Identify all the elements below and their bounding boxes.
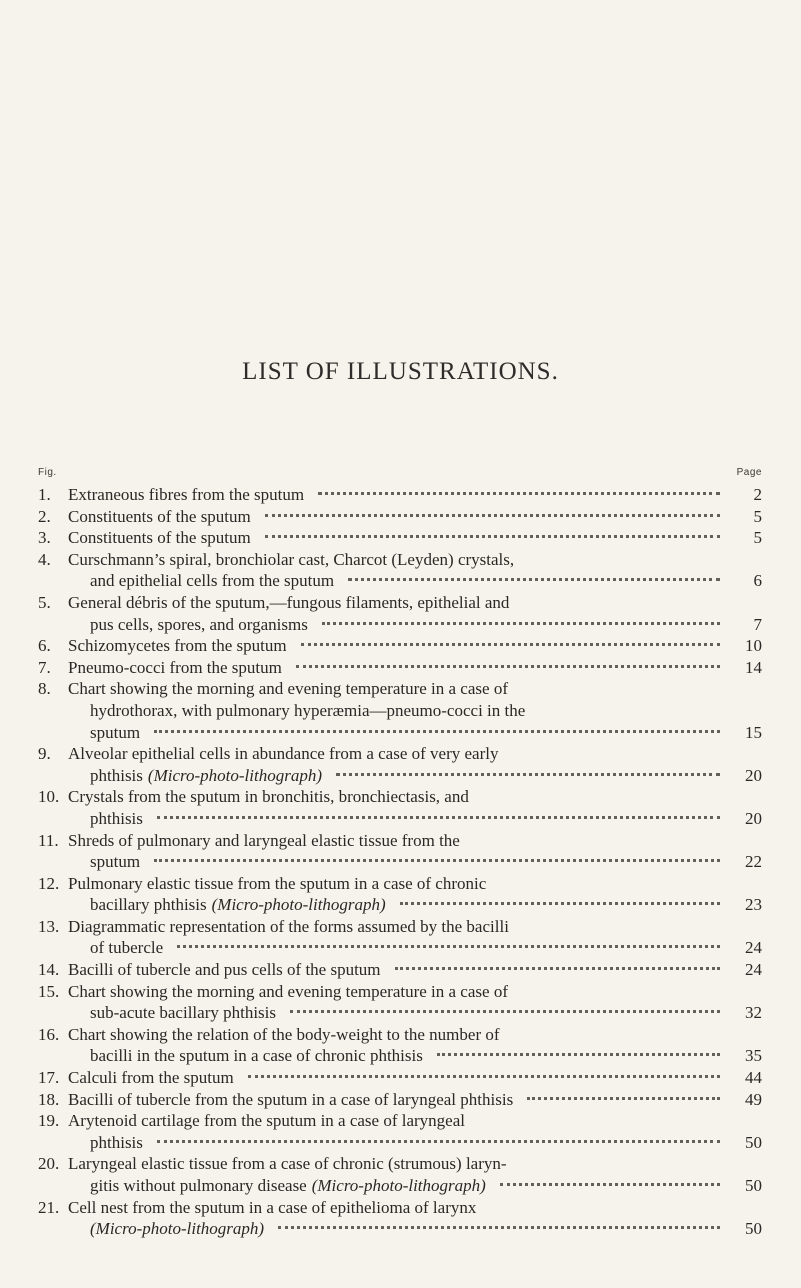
figure-number: 10.: [38, 787, 60, 807]
figure-number: 20.: [38, 1154, 60, 1174]
leader-dots: [336, 773, 720, 776]
entry-line-text: phthisis: [90, 1132, 143, 1152]
entry-italic-note: (Micro-photo-lithograph): [147, 765, 322, 785]
entry-line: [68, 1218, 762, 1240]
entry-line-text: bacilli in the sputum in a case of chronic phthisis: [90, 1046, 423, 1066]
entry-line-text: Extraneous fibres from the sputum: [68, 485, 305, 504]
entry-line: [68, 959, 762, 981]
entry-line-text: and epithelial cells from the sputum: [90, 571, 335, 591]
page-number: 6: [753, 571, 762, 591]
leader-dots: [248, 1075, 720, 1078]
entry-line: [68, 765, 762, 787]
list-item: [38, 592, 762, 635]
figure-number: 12.: [38, 873, 60, 893]
figure-number: 11.: [38, 830, 59, 850]
entry-line: [68, 808, 762, 830]
figure-number: 7.: [38, 657, 51, 677]
entry-line: [68, 1067, 762, 1089]
entry-line: [68, 894, 762, 916]
entry-line-text: Chart showing the relation of the body-weight to the number of: [68, 1024, 500, 1044]
list-item: [38, 1024, 762, 1067]
entry-line-text: pus cells, spores, and organisms: [90, 614, 308, 634]
entry-text: [68, 786, 762, 829]
figure-number: 18.: [38, 1089, 60, 1109]
entry-text: [68, 635, 762, 657]
entry-line: [68, 873, 762, 895]
page-number: 14: [745, 657, 762, 677]
figure-number: 19.: [38, 1111, 60, 1131]
leader-dots: [322, 622, 720, 625]
leader-dots: [157, 816, 720, 819]
leader-dots: [290, 1010, 720, 1013]
entry-line: [68, 1132, 762, 1154]
list-item: [38, 981, 762, 1024]
entry-line-text: Calculi from the sputum: [68, 1068, 234, 1088]
page-number: 22: [745, 852, 762, 872]
leader-dots: [318, 492, 720, 495]
entry-line-text: Pulmonary elastic tissue from the sputum in a case of chronic: [68, 873, 487, 893]
figure-number: 2.: [38, 506, 51, 526]
page-number: 20: [745, 808, 762, 828]
entry-text: [68, 1024, 762, 1067]
entry-line: [68, 1089, 762, 1111]
entry-line-text: Chart showing the morning and evening temperature in a case of: [68, 981, 508, 1001]
entry-line-text: gitis without pulmonary disease: [90, 1176, 307, 1195]
entry-text: [68, 873, 762, 916]
entry-line: [68, 1045, 762, 1067]
page-number: 35: [745, 1046, 762, 1066]
entry-text: [68, 981, 762, 1024]
entry-line: [68, 981, 762, 1003]
leader-dots: [278, 1226, 720, 1229]
page-number: 50: [745, 1219, 762, 1239]
leader-dots: [348, 578, 720, 581]
entry-text: [68, 678, 762, 743]
list-item: [38, 678, 762, 743]
entry-line-text: of tubercle: [90, 938, 164, 958]
entry-line: [68, 743, 762, 765]
entry-line: [68, 916, 762, 938]
entry-line: [68, 1197, 762, 1219]
leader-dots: [437, 1053, 720, 1056]
figure-number: 13.: [38, 916, 60, 936]
entry-line-text: Constituents of the sputum: [68, 528, 251, 548]
page-number: 49: [745, 1089, 762, 1109]
entry-line-text: hydrothorax, with pulmonary hyperæmia—pneumo-cocci in the: [90, 700, 526, 720]
leader-dots: [400, 902, 720, 905]
entry-line: [68, 937, 762, 959]
entry-line-text: phthisis: [90, 808, 143, 828]
entry-line-text: sputum: [90, 722, 141, 742]
entry-text: [68, 830, 762, 873]
list-item: [38, 1110, 762, 1153]
page-number: 32: [745, 1003, 762, 1023]
entry-line-text: Shreds of pulmonary and laryngeal elastic tissue from the: [68, 830, 460, 850]
page-number: 24: [745, 938, 762, 958]
page-number: 5: [753, 528, 762, 548]
entry-text: [68, 484, 762, 506]
entry-line: [68, 527, 762, 549]
entry-text: [68, 657, 762, 679]
entry-italic-note: (Micro-photo-lithograph): [211, 895, 386, 915]
entry-line: [68, 1110, 762, 1132]
list-item: [38, 506, 762, 528]
leader-dots: [395, 967, 720, 970]
entry-text: [68, 1197, 762, 1240]
fig-column-header: Fig.: [38, 467, 57, 478]
figure-number: 14.: [38, 960, 60, 980]
figure-number: 8.: [38, 679, 51, 699]
figure-number: 5.: [38, 592, 51, 612]
page-number: 44: [745, 1068, 762, 1088]
entry-line: [68, 657, 762, 679]
page-number: 24: [745, 960, 762, 980]
leader-dots: [500, 1183, 720, 1186]
list-item: [38, 484, 762, 506]
entry-line-text: Diagrammatic representation of the forms assumed by the bacilli: [68, 916, 509, 936]
leader-dots: [296, 665, 720, 668]
entry-line-text: Pneumo-cocci from the sputum: [68, 657, 282, 677]
entry-text: [68, 1067, 762, 1089]
entry-text: [68, 1110, 762, 1153]
figure-number: 3.: [38, 528, 51, 548]
entry-line: [68, 1024, 762, 1046]
entry-italic-note: (Micro-photo-lithograph): [90, 1219, 265, 1239]
list-item: [38, 1153, 762, 1196]
leader-dots: [177, 945, 720, 948]
list-item: [38, 527, 762, 549]
leader-dots: [301, 643, 720, 646]
list-item: [38, 1089, 762, 1111]
page-title: LIST OF ILLUSTRATIONS.: [242, 358, 559, 385]
figure-number: 16.: [38, 1024, 60, 1044]
entry-line: [68, 570, 762, 592]
entry-line: [68, 549, 762, 571]
leader-dots: [154, 730, 720, 733]
entry-line: [68, 786, 762, 808]
entry-line-text: Laryngeal elastic tissue from a case of chronic (strumous) laryn-: [68, 1154, 507, 1174]
entry-line-text: Cell nest from the sputum in a case of epithelioma of larynx: [68, 1197, 477, 1217]
entry-line-text: Schizomycetes from the sputum: [68, 636, 287, 656]
entry-line: [68, 678, 762, 700]
leader-dots: [154, 859, 720, 862]
page-number: 50: [745, 1176, 762, 1195]
figure-number: 6.: [38, 636, 51, 656]
entry-line-text: bacillary phthisis: [90, 895, 207, 915]
page-number: 23: [745, 895, 762, 915]
entry-line-text: Bacilli of tubercle and pus cells of the sputum: [68, 960, 381, 980]
entry-line-text: Constituents of the sputum: [68, 506, 251, 526]
entry-text: [68, 506, 762, 528]
leader-dots: [157, 1140, 720, 1143]
entry-text: [68, 527, 762, 549]
entry-text: [68, 743, 762, 786]
figure-number: 1.: [38, 485, 51, 504]
figure-number: 15.: [38, 981, 60, 1001]
figure-number: 9.: [38, 744, 51, 764]
leader-dots: [265, 514, 720, 517]
page-number: 7: [753, 614, 762, 634]
page-number: 50: [745, 1132, 762, 1152]
entry-line: [68, 1153, 762, 1175]
list-item: [38, 635, 762, 657]
entry-text: [68, 1089, 762, 1111]
entry-line-text: General débris of the sputum,—fungous filaments, epithelial and: [68, 592, 510, 612]
entry-line: [68, 592, 762, 614]
list-item: [38, 830, 762, 873]
entry-text: [68, 592, 762, 635]
entry-line: [68, 700, 762, 722]
entry-line-text: sputum: [90, 852, 141, 872]
leader-dots: [527, 1097, 720, 1100]
list-item: [38, 916, 762, 959]
list-item: [38, 786, 762, 829]
figure-number: 4.: [38, 549, 51, 569]
figure-number: 17.: [38, 1068, 60, 1088]
entry-italic-note: (Micro-photo-lithograph): [311, 1176, 486, 1195]
page-number: 10: [745, 636, 762, 656]
entry-line-text: Arytenoid cartilage from the sputum in a case of laryngeal: [68, 1111, 465, 1131]
entry-text: [68, 916, 762, 959]
list-item: [38, 1067, 762, 1089]
illustrations-list: [38, 484, 762, 1240]
entry-line: [68, 506, 762, 528]
list-item: [38, 1197, 762, 1240]
page-number: 15: [745, 722, 762, 742]
entry-line-text: Bacilli of tubercle from the sputum in a case of laryngeal phthisis: [68, 1089, 514, 1109]
list-item: [38, 743, 762, 786]
entry-text: [68, 959, 762, 981]
list-item: [38, 959, 762, 981]
entry-line-text: Alveolar epithelial cells in abundance from a case of very early: [68, 744, 499, 764]
list-item: [38, 657, 762, 679]
entry-line: [68, 614, 762, 636]
entry-line-text: Crystals from the sputum in bronchitis, bronchiectasis, and: [68, 787, 469, 807]
entry-line-text: Curschmann’s spiral, bronchiolar cast, Charcot (Leyden) crystals,: [68, 549, 515, 569]
entry-text: [68, 549, 762, 592]
page-number: 20: [745, 765, 762, 785]
entry-line-text: sub-acute bacillary phthisis: [90, 1003, 277, 1023]
figure-number: 21.: [38, 1197, 60, 1217]
entry-line: [68, 484, 762, 506]
entry-text: [68, 1153, 762, 1196]
entry-line: [68, 1002, 762, 1024]
entry-line: [68, 722, 762, 744]
entry-line: [68, 851, 762, 873]
entry-line-text: phthisis: [90, 765, 143, 785]
page-number: 5: [753, 506, 762, 526]
entry-line: [68, 635, 762, 657]
entry-line-text: Chart showing the morning and evening temperature in a case of: [68, 679, 508, 699]
leader-dots: [265, 535, 720, 538]
entry-line: [68, 1175, 762, 1197]
entry-line: [68, 830, 762, 852]
page-number: 2: [753, 485, 762, 504]
list-item: [38, 549, 762, 592]
list-item: [38, 873, 762, 916]
page-column-header: Page: [736, 467, 762, 478]
